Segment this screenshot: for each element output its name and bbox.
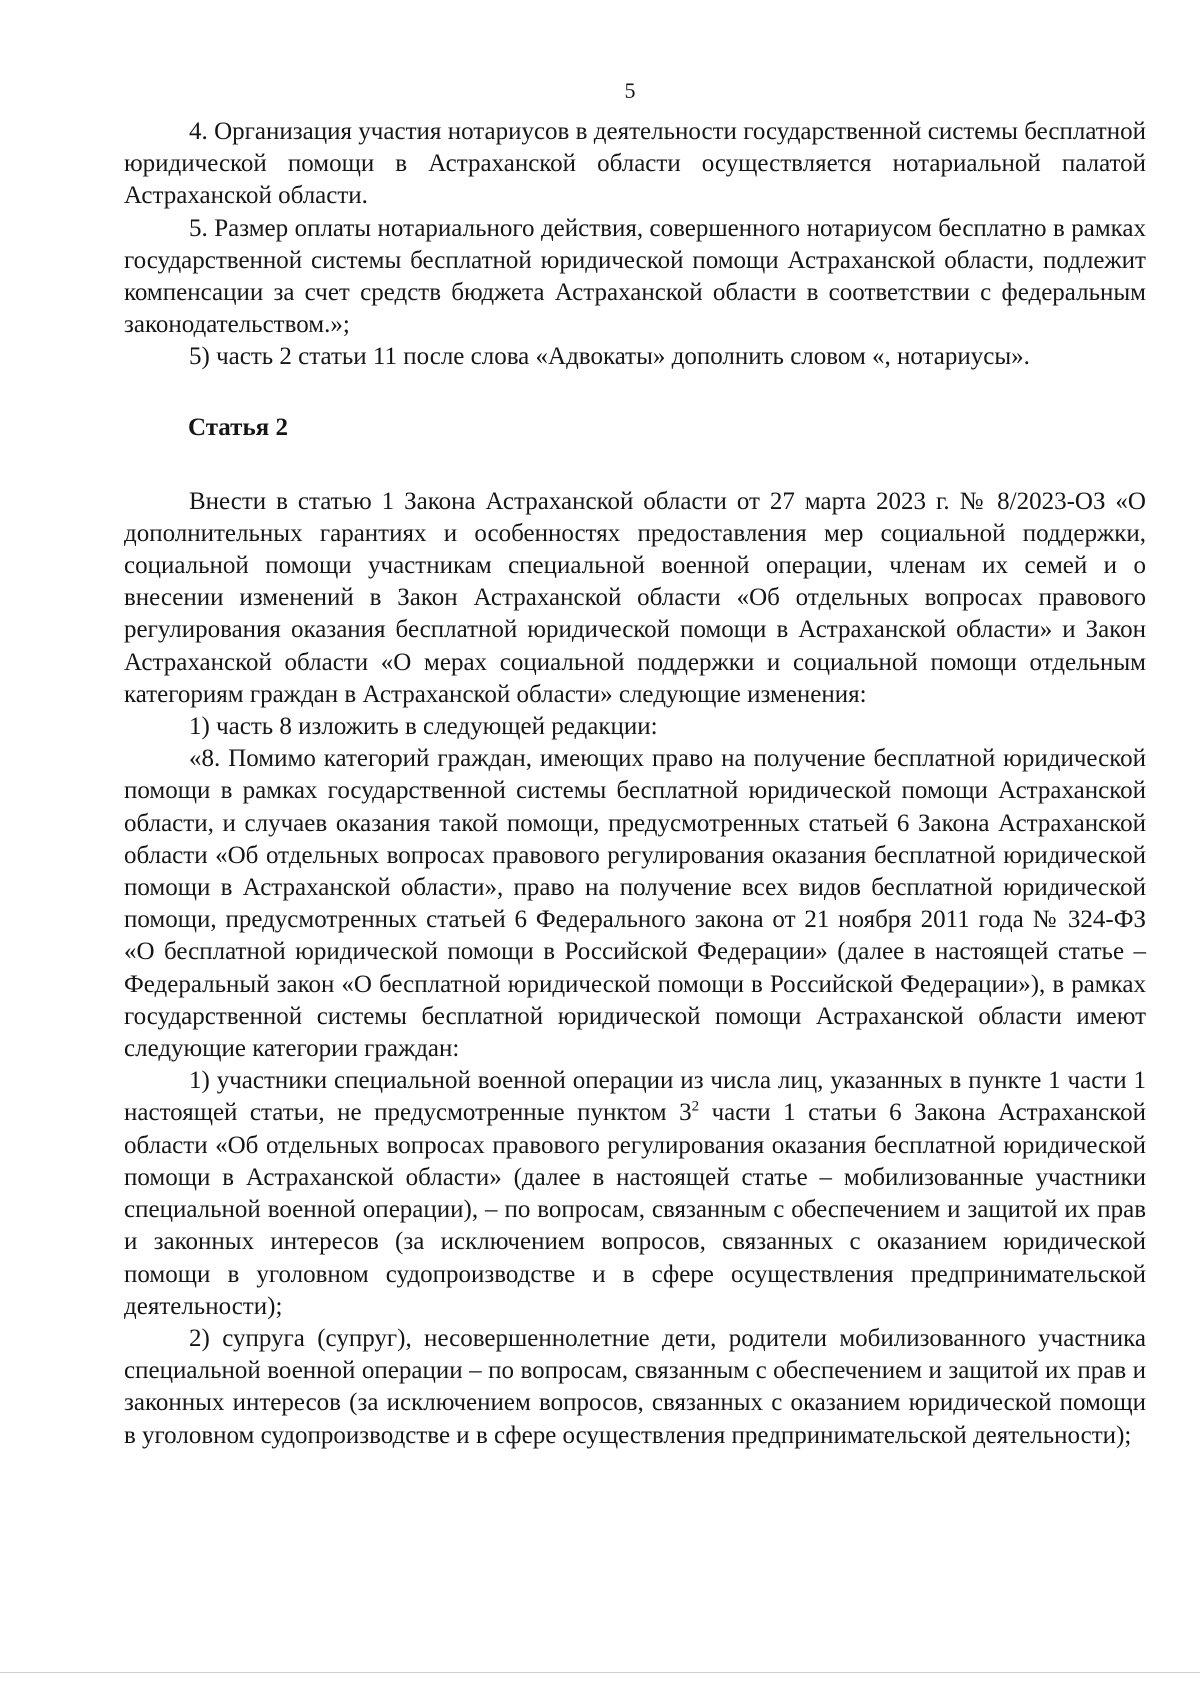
- article-2-item-1: 1) часть 8 изложить в следующей редакции:: [189, 713, 658, 741]
- article-2-heading: Статья 2: [188, 413, 288, 441]
- article-1-continuation: [124, 116, 1146, 374]
- paragraph-5: 5. Размер оплаты нотариального действия, совершенного нотариусом бесплатно в рамках государственной системы бесплатной юридической помощи Астраханской области, подлежит компенсации за счет средств бюджета Астраханской области в соответствии с федеральным законодательством.»;: [124, 214, 1146, 339]
- article-2-body: [124, 486, 1146, 1452]
- subitem-1-end: части 1 статьи 6 Закона Астраханской области «Об отдельных вопросах правового регулирования оказания бесплатной юридической помощи в Астраханской области» (далее в настоящей статье – мобилизованные участники специальной военной операции), – по вопросам, связанным с обеспечением и защитой их прав и законных интересов (за исключением вопросов, связанных с оказанием юридической помощи в уголовном судопроизводстве и в сфере осуществления предпринимательской деятельности);: [124, 1099, 1146, 1320]
- page-number: 5: [624, 78, 636, 103]
- page-bottom-edge: [0, 1672, 1200, 1673]
- part-8-subitem-2: 2) супруга (супруг), несовершеннолетние дети, родители мобилизованного участника специальной военной операции – по вопросам, связанным с обеспечением и защитой их прав и законных интересов (за исключением вопросов, связанных с оказанием юридической помощи в уголовном судопроизводстве и в сфере осуществления предпринимательской деятельности);: [124, 1324, 1146, 1449]
- article-2-intro: Внести в статью 1 Закона Астраханской области от 27 марта 2023 г. № 8/2023-ОЗ «О дополнительных гарантиях и особенностях предоставления мер социальной поддержки, социальной помощи участникам специальной военной операции, членам их семей и о внесении изменений в Закон Астраханской области «Об отдельных вопросах правового регулирования оказания бесплатной юридической помощи в Астраханской области» и Закон Астраханской области «О мерах социальной поддержки и социальной помощи отдельным категориям граждан в Астраханской области» следующие изменения:: [124, 487, 1146, 708]
- document-body: [124, 116, 1146, 1452]
- part-8-text: «8. Помимо категорий граждан, имеющих право на получение бесплатной юридической помощи в рамках государственной системы бесплатной юридической помощи Астраханской области, и случаев оказания такой помощи, предусмотренных статьей 6 Закона Астраханской области «Об отдельных вопросах правового регулирования оказания бесплатной юридической помощи в Астраханской области», право на получение всех видов бесплатной юридической помощи, предусмотренных статьей 6 Федерального закона от 21 ноября 2011 года № 324-ФЗ «О бесплатной юридической помощи в Российской Федерации» (далее в настоящей статье – Федеральный закон «О бесплатной юридической помощи в Российской Федерации»), в рамках государственной системы бесплатной юридической помощи Астраханской области имеют следующие категории граждан:: [124, 745, 1146, 1063]
- subitem-1-start: 1) участники специальной военной операции из числа лиц, указанных в пункте 1 части 1 настоящей статьи, не предусмотренные пунктом 3: [124, 1067, 1146, 1127]
- item-5: 5) часть 2 статьи 11 после слова «Адвокаты» дополнить словом «, нотариусы».: [189, 343, 1030, 371]
- subitem-1-superscript: 2: [691, 1099, 700, 1116]
- part-8-subitem-1: [124, 1065, 1146, 1323]
- paragraph-4: 4. Организация участия нотариусов в деятельности государственной системы бесплатной юридической помощи в Астраханской области осуществляется нотариальной палатой Астраханской области.: [124, 118, 1146, 210]
